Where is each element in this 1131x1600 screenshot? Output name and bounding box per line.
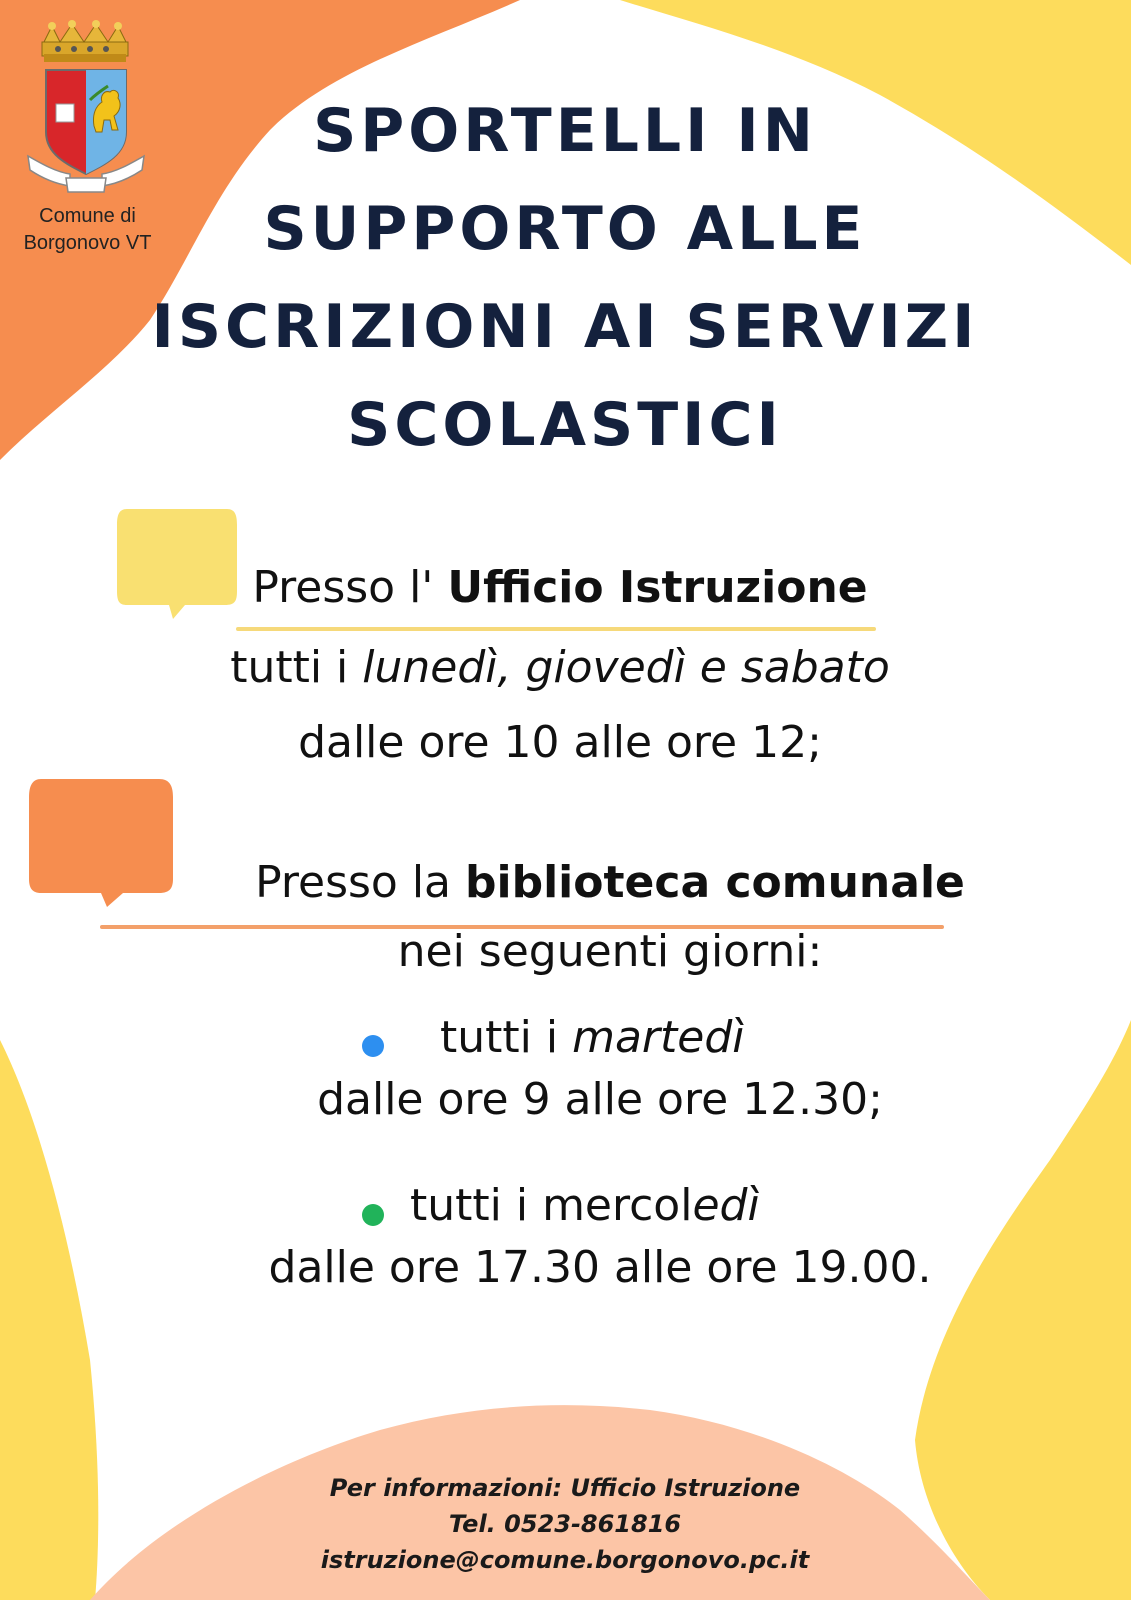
section2-subtitle: nei seguenti giorni: (397, 926, 823, 977)
title-line2: SUPPORTO ALLE (263, 194, 867, 264)
page-title (120, 82, 1010, 474)
title-line1: SPORTELLI IN (313, 96, 817, 166)
yellow-bottom-left-shape (0, 1040, 98, 1600)
logo-caption-line2: Borgonovo VT (23, 232, 152, 254)
list-item-hours: dalle ore 17.30 alle ore 19.00. (268, 1242, 932, 1293)
footer-email[interactable]: istruzione@comune.borgonovo.pc.it (320, 1546, 810, 1574)
section1-heading (160, 560, 960, 616)
title-line3: ISCRIZIONI AI SERVIZI (151, 292, 979, 362)
section1-prefix: Presso l' (252, 562, 434, 613)
section2-heading (180, 855, 1040, 911)
orange-speech-bubble-icon (27, 775, 177, 915)
section2-prefix: Presso la (255, 857, 452, 908)
footer-contact (250, 1470, 880, 1578)
section1-place: Ufficio Istruzione (447, 562, 868, 613)
section2-place: biblioteca comunale (465, 857, 965, 908)
title-line4: SCOLASTICI (347, 390, 783, 460)
list-item-day (440, 1010, 744, 1066)
section1-days (140, 640, 980, 696)
green-bullet-icon (362, 1204, 384, 1226)
footer-phone[interactable]: Tel. 0523-861816 (448, 1510, 682, 1538)
footer-info: Per informazioni: Ufficio Istruzione (329, 1474, 801, 1502)
yellow-underline (236, 627, 876, 631)
list-item-prefix: tutti i (440, 1012, 559, 1063)
list-item-hours: dalle ore 9 alle ore 12.30; (317, 1074, 883, 1125)
list-item-day-name: martedì (572, 1012, 745, 1063)
blue-bullet-icon (362, 1035, 384, 1057)
section1-days-list: lunedì, giovedì e sabato (362, 642, 890, 693)
section1-hours: dalle ore 10 alle ore 12; (298, 717, 822, 768)
list-item-day (410, 1178, 760, 1234)
list-item-prefix: tutti i mercol (410, 1180, 693, 1231)
list-item-day-suffix: edì (692, 1180, 760, 1231)
section1-days-prefix: tutti i (230, 642, 349, 693)
logo-caption-line1: Comune di (39, 205, 136, 227)
